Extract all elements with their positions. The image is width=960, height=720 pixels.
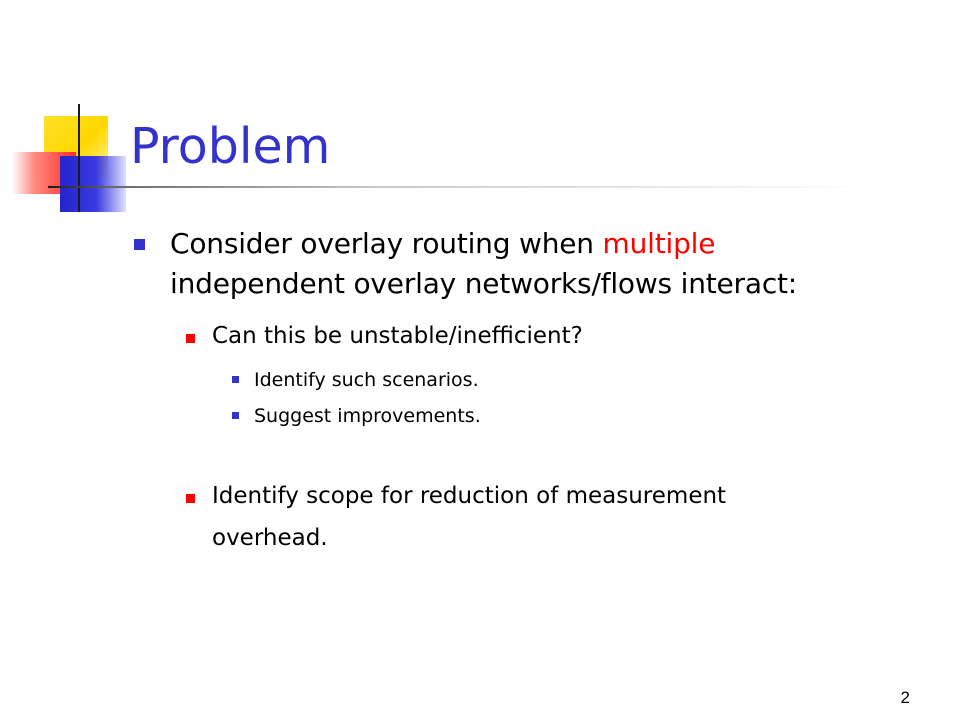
bullet-text-line	[170, 224, 715, 264]
bullet-text: overhead.	[212, 525, 328, 551]
bullet-text: Suggest improvements.	[254, 405, 481, 427]
bullet-text: Can this be unstable/inefficient?	[212, 323, 583, 349]
slide-title: Problem	[130, 118, 331, 175]
square-bullet-icon	[134, 239, 145, 250]
square-bullet-icon	[232, 412, 239, 419]
square-bullet-icon	[186, 494, 195, 503]
vertical-rule	[78, 104, 80, 212]
title-underline-rule	[48, 186, 868, 188]
bullet-text: Consider overlay routing when	[170, 227, 603, 260]
bullet-text-line: independent overlay networks/flows interact:	[170, 267, 798, 300]
page-number: 2	[900, 688, 910, 707]
square-bullet-icon	[186, 334, 195, 343]
bullet-text: Identify such scenarios.	[254, 369, 479, 391]
highlighted-word: multiple	[602, 227, 716, 260]
bullet-text: Identify scope for reduction of measurement	[212, 483, 727, 509]
blue-square-shape	[60, 156, 126, 212]
square-bullet-icon	[232, 376, 239, 383]
